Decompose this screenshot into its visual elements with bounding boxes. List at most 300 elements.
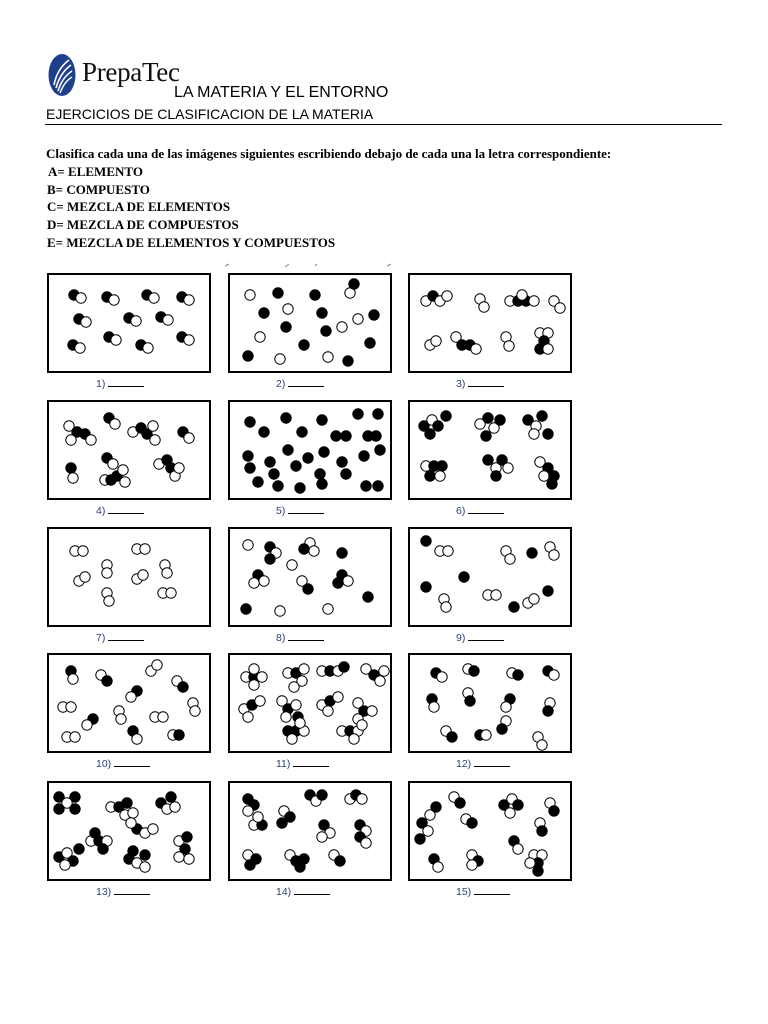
exercise-image-8 bbox=[228, 527, 392, 627]
black-atom bbox=[349, 279, 359, 289]
white-atom bbox=[517, 290, 527, 300]
answer-blank[interactable] bbox=[114, 756, 150, 767]
black-atom bbox=[371, 431, 381, 441]
white-atom bbox=[109, 295, 119, 305]
exercise-number: 1) bbox=[96, 378, 106, 390]
black-atom bbox=[447, 732, 457, 742]
white-atom bbox=[333, 692, 343, 702]
white-atom bbox=[245, 290, 255, 300]
answer-blank[interactable] bbox=[294, 884, 330, 895]
black-atom bbox=[265, 554, 275, 564]
answer-label-15 bbox=[456, 884, 510, 898]
black-atom bbox=[537, 411, 547, 421]
white-atom bbox=[82, 720, 92, 730]
white-atom bbox=[555, 303, 565, 313]
white-atom bbox=[257, 672, 267, 682]
white-atom bbox=[243, 540, 253, 550]
scan-artifact-marks bbox=[223, 262, 393, 268]
white-atom bbox=[138, 570, 148, 580]
white-atom bbox=[481, 730, 491, 740]
white-atom bbox=[140, 544, 150, 554]
white-atom bbox=[323, 352, 333, 362]
white-atom bbox=[66, 435, 76, 445]
black-atom bbox=[128, 846, 138, 856]
white-atom bbox=[249, 578, 259, 588]
black-atom bbox=[303, 453, 313, 463]
black-atom bbox=[259, 427, 269, 437]
black-atom bbox=[339, 662, 349, 672]
black-atom bbox=[174, 730, 184, 740]
white-atom bbox=[174, 852, 184, 862]
particle-diagram bbox=[410, 402, 570, 498]
white-atom bbox=[249, 680, 259, 690]
black-atom bbox=[283, 445, 293, 455]
black-atom bbox=[333, 578, 343, 588]
white-atom bbox=[441, 602, 451, 612]
black-atom bbox=[245, 860, 255, 870]
black-atom bbox=[310, 290, 320, 300]
white-atom bbox=[503, 463, 513, 473]
black-atom bbox=[441, 411, 451, 421]
white-atom bbox=[78, 546, 88, 556]
white-atom bbox=[437, 672, 447, 682]
answer-label-3 bbox=[456, 376, 504, 390]
option-b: B= COMPUESTO bbox=[47, 181, 150, 197]
black-atom bbox=[459, 572, 469, 582]
exercise-number: 4) bbox=[96, 505, 106, 517]
white-atom bbox=[423, 826, 433, 836]
white-atom bbox=[86, 435, 96, 445]
black-atom bbox=[122, 798, 132, 808]
exercise-image-13 bbox=[47, 781, 211, 881]
black-atom bbox=[335, 856, 345, 866]
instructions bbox=[46, 145, 611, 252]
white-atom bbox=[68, 473, 78, 483]
black-atom bbox=[66, 463, 76, 473]
white-atom bbox=[152, 660, 162, 670]
exercise-image-6 bbox=[408, 400, 572, 500]
black-atom bbox=[343, 356, 353, 366]
white-atom bbox=[110, 419, 120, 429]
black-atom bbox=[140, 850, 150, 860]
black-atom bbox=[269, 469, 279, 479]
exercise-number: 12) bbox=[456, 758, 472, 770]
answer-blank[interactable] bbox=[468, 376, 504, 387]
black-atom bbox=[373, 481, 383, 491]
black-atom bbox=[337, 548, 347, 558]
white-atom bbox=[379, 666, 389, 676]
answer-blank[interactable] bbox=[288, 376, 324, 387]
white-atom bbox=[349, 734, 359, 744]
answer-blank[interactable] bbox=[474, 884, 510, 895]
white-atom bbox=[357, 794, 367, 804]
black-atom bbox=[295, 862, 305, 872]
black-atom bbox=[299, 544, 309, 554]
white-atom bbox=[337, 322, 347, 332]
white-atom bbox=[289, 682, 299, 692]
answer-blank[interactable] bbox=[108, 630, 144, 641]
white-atom bbox=[367, 706, 377, 716]
black-atom bbox=[533, 866, 543, 876]
black-atom bbox=[527, 548, 537, 558]
black-atom bbox=[90, 828, 100, 838]
white-atom bbox=[190, 706, 200, 716]
white-atom bbox=[281, 712, 291, 722]
black-atom bbox=[70, 804, 80, 814]
particle-diagram bbox=[230, 529, 390, 625]
black-atom bbox=[265, 457, 275, 467]
white-atom bbox=[81, 317, 91, 327]
exercise-number: 6) bbox=[456, 505, 466, 517]
white-atom bbox=[471, 344, 481, 354]
white-atom bbox=[243, 712, 253, 722]
exercise-number: 15) bbox=[456, 886, 472, 898]
particle-diagram bbox=[410, 655, 570, 751]
particle-diagram bbox=[49, 402, 209, 498]
white-atom bbox=[163, 315, 173, 325]
white-atom bbox=[539, 471, 549, 481]
black-atom bbox=[245, 417, 255, 427]
black-atom bbox=[421, 536, 431, 546]
black-atom bbox=[369, 310, 379, 320]
black-atom bbox=[241, 604, 251, 614]
black-atom bbox=[303, 584, 313, 594]
black-atom bbox=[295, 483, 305, 493]
white-atom bbox=[549, 550, 559, 560]
answer-blank[interactable] bbox=[288, 630, 324, 641]
exercise-number: 3) bbox=[456, 378, 466, 390]
black-atom bbox=[297, 427, 307, 437]
exercise-image-5 bbox=[228, 400, 392, 500]
white-atom bbox=[126, 818, 136, 828]
particle-diagram bbox=[49, 655, 209, 751]
particle-diagram bbox=[49, 783, 209, 879]
black-atom bbox=[425, 429, 435, 439]
black-atom bbox=[465, 696, 475, 706]
exercise-number: 7) bbox=[96, 632, 106, 644]
black-atom bbox=[317, 308, 327, 318]
black-atom bbox=[243, 451, 253, 461]
black-atom bbox=[437, 461, 447, 471]
black-atom bbox=[341, 431, 351, 441]
white-atom bbox=[162, 568, 172, 578]
header-divider bbox=[45, 124, 722, 125]
black-atom bbox=[321, 326, 331, 336]
white-atom bbox=[149, 293, 159, 303]
black-atom bbox=[102, 676, 112, 686]
answer-blank[interactable] bbox=[114, 884, 150, 895]
white-atom bbox=[116, 714, 126, 724]
white-atom bbox=[249, 664, 259, 674]
white-atom bbox=[317, 832, 327, 842]
black-atom bbox=[537, 826, 547, 836]
white-atom bbox=[80, 572, 90, 582]
white-atom bbox=[148, 824, 158, 834]
black-atom bbox=[373, 409, 383, 419]
particle-diagram bbox=[410, 529, 570, 625]
white-atom bbox=[255, 332, 265, 342]
exercise-number: 10) bbox=[96, 758, 112, 770]
white-atom bbox=[108, 459, 118, 469]
black-atom bbox=[331, 431, 341, 441]
answer-blank[interactable] bbox=[293, 756, 329, 767]
answer-label-6 bbox=[456, 503, 504, 517]
black-atom bbox=[243, 351, 253, 361]
exercise-image-11 bbox=[228, 653, 392, 753]
white-atom bbox=[102, 568, 112, 578]
white-atom bbox=[467, 860, 477, 870]
answer-blank[interactable] bbox=[108, 503, 144, 514]
answer-label-13 bbox=[96, 884, 150, 898]
black-atom bbox=[178, 682, 188, 692]
white-atom bbox=[433, 862, 443, 872]
answer-label-8 bbox=[276, 630, 324, 644]
exercise-image-15 bbox=[408, 781, 572, 881]
exercise-number: 2) bbox=[276, 378, 286, 390]
white-atom bbox=[128, 808, 138, 818]
exercise-image-12 bbox=[408, 653, 572, 753]
black-atom bbox=[491, 471, 501, 481]
particle-diagram bbox=[230, 402, 390, 498]
black-atom bbox=[281, 413, 291, 423]
exercise-number: 9) bbox=[456, 632, 466, 644]
particle-diagram bbox=[230, 275, 390, 371]
black-atom bbox=[549, 806, 559, 816]
white-atom bbox=[111, 335, 121, 345]
white-atom bbox=[505, 554, 515, 564]
white-atom bbox=[132, 734, 142, 744]
answer-label-9 bbox=[456, 630, 504, 644]
black-atom bbox=[469, 666, 479, 676]
black-atom bbox=[361, 481, 371, 491]
black-atom bbox=[319, 447, 329, 457]
white-atom bbox=[243, 806, 253, 816]
particle-diagram bbox=[410, 783, 570, 879]
answer-label-11 bbox=[276, 756, 329, 770]
white-atom bbox=[375, 676, 385, 686]
black-atom bbox=[54, 804, 64, 814]
answer-label-1 bbox=[96, 376, 144, 390]
black-atom bbox=[365, 338, 375, 348]
white-atom bbox=[143, 343, 153, 353]
black-atom bbox=[291, 461, 301, 471]
white-atom bbox=[184, 854, 194, 864]
black-atom bbox=[467, 818, 477, 828]
white-atom bbox=[343, 576, 353, 586]
black-atom bbox=[277, 818, 287, 828]
white-atom bbox=[513, 844, 523, 854]
white-atom bbox=[174, 463, 184, 473]
white-atom bbox=[60, 860, 70, 870]
white-atom bbox=[184, 433, 194, 443]
black-atom bbox=[431, 802, 441, 812]
black-atom bbox=[259, 308, 269, 318]
answer-label-7 bbox=[96, 630, 144, 644]
white-atom bbox=[253, 812, 263, 822]
white-atom bbox=[525, 858, 535, 868]
answer-label-10 bbox=[96, 756, 150, 770]
answer-blank[interactable] bbox=[288, 503, 324, 514]
page-title: LA MATERIA Y EL ENTORNO bbox=[174, 84, 389, 101]
answer-label-12 bbox=[456, 756, 510, 770]
white-atom bbox=[255, 696, 265, 706]
answer-label-14 bbox=[276, 884, 330, 898]
white-atom bbox=[118, 465, 128, 475]
exercise-image-4 bbox=[47, 400, 211, 500]
black-atom bbox=[353, 409, 363, 419]
exercise-image-7 bbox=[47, 527, 211, 627]
black-atom bbox=[509, 602, 519, 612]
white-atom bbox=[479, 302, 489, 312]
option-e: E= MEZCLA DE ELEMENTOS Y COMPUESTOS bbox=[47, 234, 336, 250]
black-atom bbox=[315, 469, 325, 479]
black-atom bbox=[483, 455, 493, 465]
black-atom bbox=[513, 670, 523, 680]
white-atom bbox=[501, 702, 511, 712]
white-atom bbox=[529, 429, 539, 439]
black-atom bbox=[543, 429, 553, 439]
white-atom bbox=[75, 343, 85, 353]
answer-label-4 bbox=[96, 503, 144, 517]
white-atom bbox=[543, 344, 553, 354]
black-atom bbox=[415, 834, 425, 844]
white-atom bbox=[126, 692, 136, 702]
answer-blank[interactable] bbox=[474, 756, 510, 767]
white-atom bbox=[431, 336, 441, 346]
white-atom bbox=[357, 720, 367, 730]
white-atom bbox=[150, 435, 160, 445]
white-atom bbox=[537, 740, 547, 750]
white-atom bbox=[323, 706, 333, 716]
white-atom bbox=[295, 718, 305, 728]
black-atom bbox=[359, 451, 369, 461]
answer-blank[interactable] bbox=[108, 376, 144, 387]
exercise-number: 5) bbox=[276, 505, 286, 517]
black-atom bbox=[425, 471, 435, 481]
answer-label-2 bbox=[276, 376, 324, 390]
black-atom bbox=[375, 445, 385, 455]
black-atom bbox=[495, 415, 505, 425]
black-atom bbox=[543, 706, 553, 716]
white-atom bbox=[287, 734, 297, 744]
page-subtitle: EJERCICIOS DE CLASIFICACION DE LA MATERIA bbox=[46, 106, 374, 122]
flame-logo-icon bbox=[47, 52, 77, 98]
white-atom bbox=[104, 596, 114, 606]
white-atom bbox=[491, 590, 501, 600]
option-c: C= MEZCLA DE ELEMENTOS bbox=[47, 199, 231, 215]
particle-diagram bbox=[49, 275, 209, 371]
white-atom bbox=[275, 606, 285, 616]
white-atom bbox=[259, 576, 269, 586]
white-atom bbox=[287, 560, 297, 570]
white-atom bbox=[549, 670, 559, 680]
white-atom bbox=[442, 291, 452, 301]
particle-diagram bbox=[410, 275, 570, 371]
black-atom bbox=[317, 415, 327, 425]
exercise-image-2 bbox=[228, 273, 392, 373]
black-atom bbox=[273, 288, 283, 298]
black-atom bbox=[317, 479, 327, 489]
white-atom bbox=[429, 702, 439, 712]
white-atom bbox=[443, 546, 453, 556]
black-atom bbox=[299, 340, 309, 350]
white-atom bbox=[184, 295, 194, 305]
white-atom bbox=[361, 838, 371, 848]
black-atom bbox=[513, 800, 523, 810]
white-atom bbox=[148, 421, 158, 431]
exercise-image-14 bbox=[228, 781, 392, 881]
option-a: A= ELEMENTO bbox=[48, 163, 143, 179]
exercise-number: 13) bbox=[96, 886, 112, 898]
black-atom bbox=[281, 322, 291, 332]
option-d: D= MEZCLA DE COMPUESTOS bbox=[47, 217, 239, 233]
black-atom bbox=[166, 792, 176, 802]
answer-blank[interactable] bbox=[468, 503, 504, 514]
white-atom bbox=[140, 862, 150, 872]
white-atom bbox=[70, 732, 80, 742]
black-atom bbox=[337, 457, 347, 467]
brand-name: PrepaTec bbox=[82, 57, 180, 87]
black-atom bbox=[74, 844, 84, 854]
black-atom bbox=[547, 479, 557, 489]
answer-blank[interactable] bbox=[468, 630, 504, 641]
black-atom bbox=[421, 582, 431, 592]
white-atom bbox=[291, 700, 301, 710]
white-atom bbox=[529, 296, 539, 306]
exercise-image-1 bbox=[47, 273, 211, 373]
black-atom bbox=[433, 421, 443, 431]
black-atom bbox=[273, 481, 283, 491]
white-atom bbox=[170, 802, 180, 812]
black-atom bbox=[455, 798, 465, 808]
white-atom bbox=[323, 604, 333, 614]
black-atom bbox=[253, 477, 263, 487]
white-atom bbox=[309, 546, 319, 556]
black-atom bbox=[481, 431, 491, 441]
instructions-prompt: Clasifica cada una de las imágenes siguientes escribiendo debajo de cada una la letra correspondiente: bbox=[46, 146, 612, 161]
white-atom bbox=[166, 588, 176, 598]
white-atom bbox=[120, 477, 130, 487]
particle-diagram bbox=[230, 655, 390, 751]
black-atom bbox=[98, 844, 108, 854]
white-atom bbox=[529, 594, 539, 604]
white-atom bbox=[68, 674, 78, 684]
black-atom bbox=[182, 832, 192, 842]
white-atom bbox=[76, 293, 86, 303]
black-atom bbox=[483, 413, 493, 423]
white-atom bbox=[505, 808, 515, 818]
black-atom bbox=[245, 463, 255, 473]
white-atom bbox=[353, 314, 363, 324]
black-atom bbox=[497, 724, 507, 734]
white-atom bbox=[504, 341, 514, 351]
particle-diagram bbox=[49, 529, 209, 625]
white-atom bbox=[283, 304, 293, 314]
black-atom bbox=[317, 790, 327, 800]
exercise-number: 8) bbox=[276, 632, 286, 644]
black-atom bbox=[363, 592, 373, 602]
particle-diagram bbox=[230, 783, 390, 879]
black-atom bbox=[341, 469, 351, 479]
black-atom bbox=[543, 586, 553, 596]
white-atom bbox=[184, 335, 194, 345]
white-atom bbox=[435, 471, 445, 481]
white-atom bbox=[66, 702, 76, 712]
exercise-image-3 bbox=[408, 273, 572, 373]
white-atom bbox=[158, 712, 168, 722]
exercise-image-9 bbox=[408, 527, 572, 627]
exercise-image-10 bbox=[47, 653, 211, 753]
